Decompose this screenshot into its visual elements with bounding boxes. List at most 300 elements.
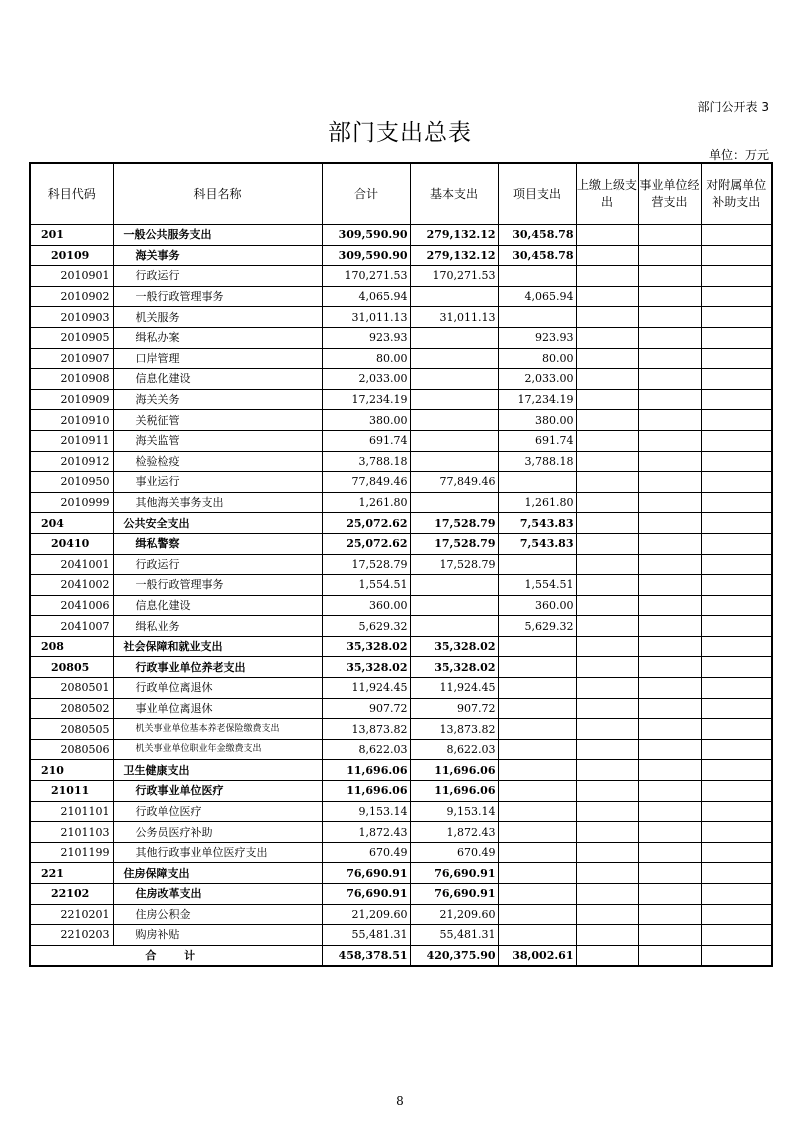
basic-cell: 35,328.02 — [410, 636, 498, 657]
name-cell: 行政单位医疗 — [113, 801, 322, 822]
table-row — [30, 719, 772, 740]
name-cell: 机关事业单位职业年金缴费支出 — [113, 739, 322, 760]
total-cell: 907.72 — [322, 698, 410, 719]
c6-cell — [576, 616, 638, 637]
c6-cell — [576, 719, 638, 740]
c7-cell — [638, 863, 701, 884]
c6-cell — [576, 451, 638, 472]
c8-cell — [701, 554, 772, 575]
c8-cell — [701, 472, 772, 493]
total-cell: 923.93 — [322, 327, 410, 348]
c8-cell — [701, 822, 772, 843]
name-cell: 关税征管 — [113, 410, 322, 431]
c7-cell — [638, 698, 701, 719]
name-cell: 住房公积金 — [113, 904, 322, 925]
total-cell: 31,011.13 — [322, 307, 410, 328]
basic-cell: 55,481.31 — [410, 925, 498, 946]
project-cell — [498, 266, 576, 287]
basic-cell: 13,873.82 — [410, 719, 498, 740]
header-cell: 科目名称 — [113, 163, 322, 225]
table-row — [30, 533, 772, 554]
total-cell: 80.00 — [322, 348, 410, 369]
unit-label: 单位：万元 — [708, 148, 769, 162]
code-cell: 2041002 — [30, 575, 113, 596]
table-row — [30, 801, 772, 822]
c6-cell — [576, 595, 638, 616]
c6-cell — [576, 781, 638, 802]
c8-cell — [701, 760, 772, 781]
project-cell: 7,543.83 — [498, 533, 576, 554]
c7-cell — [638, 842, 701, 863]
project-cell — [498, 904, 576, 925]
basic-cell: 17,528.79 — [410, 533, 498, 554]
table-row — [30, 595, 772, 616]
table-row — [30, 369, 772, 390]
name-cell: 行政事业单位医疗 — [113, 781, 322, 802]
table-row — [30, 739, 772, 760]
total-cell: 8,622.03 — [322, 739, 410, 760]
total-cell: 2,033.00 — [322, 369, 410, 390]
code-cell: 2210201 — [30, 904, 113, 925]
project-cell: 5,629.32 — [498, 616, 576, 637]
c6-cell — [576, 925, 638, 946]
project-cell — [498, 760, 576, 781]
project-cell: 4,065.94 — [498, 286, 576, 307]
table-row — [30, 760, 772, 781]
total-cell: 9,153.14 — [322, 801, 410, 822]
table-row — [30, 410, 772, 431]
table-row — [30, 822, 772, 843]
c7-cell — [638, 533, 701, 554]
total-cell: 21,209.60 — [322, 904, 410, 925]
c7-cell — [638, 286, 701, 307]
c8-cell — [701, 533, 772, 554]
table-row — [30, 513, 772, 534]
c6-cell — [576, 225, 638, 246]
table-row — [30, 492, 772, 513]
code-cell: 2010911 — [30, 430, 113, 451]
total-cell: 170,271.53 — [322, 266, 410, 287]
c6-cell — [576, 822, 638, 843]
total-cell: 77,849.46 — [322, 472, 410, 493]
c8-cell — [701, 904, 772, 925]
c7-cell — [638, 410, 701, 431]
table-row — [30, 389, 772, 410]
basic-cell: 279,132.12 — [410, 245, 498, 266]
project-cell — [498, 636, 576, 657]
c8-cell — [701, 636, 772, 657]
name-cell: 住房保障支出 — [113, 863, 322, 884]
c8-cell — [701, 616, 772, 637]
c6-cell — [576, 492, 638, 513]
c8-cell — [701, 307, 772, 328]
c6-cell — [576, 369, 638, 390]
c8-cell — [701, 884, 772, 905]
c7-cell — [638, 225, 701, 246]
c8-cell — [701, 410, 772, 431]
project-cell: 923.93 — [498, 327, 576, 348]
basic-cell — [410, 595, 498, 616]
basic-cell — [410, 575, 498, 596]
table-row — [30, 616, 772, 637]
c8-cell — [701, 430, 772, 451]
project-cell: 17,234.19 — [498, 389, 576, 410]
c6-cell — [576, 327, 638, 348]
table-row — [30, 286, 772, 307]
name-cell: 海关关务 — [113, 389, 322, 410]
table-row — [30, 863, 772, 884]
code-cell: 2101199 — [30, 842, 113, 863]
header-cell: 科目代码 — [30, 163, 113, 225]
c8-cell — [701, 575, 772, 596]
c8-cell — [701, 348, 772, 369]
total-cell: 35,328.02 — [322, 636, 410, 657]
name-cell: 海关监管 — [113, 430, 322, 451]
basic-cell: 21,209.60 — [410, 904, 498, 925]
name-cell: 一般行政管理事务 — [113, 575, 322, 596]
name-cell: 公务员医疗补助 — [113, 822, 322, 843]
project-cell — [498, 472, 576, 493]
name-cell: 缉私警察 — [113, 533, 322, 554]
total-row — [30, 945, 772, 966]
project-cell: 360.00 — [498, 595, 576, 616]
c6-cell — [576, 430, 638, 451]
table-row — [30, 430, 772, 451]
basic-cell: 11,924.45 — [410, 678, 498, 699]
header-cell: 上缴上级支出 — [576, 163, 638, 225]
table-row — [30, 348, 772, 369]
name-cell: 公共安全支出 — [113, 513, 322, 534]
c7-cell — [638, 327, 701, 348]
table-row — [30, 225, 772, 246]
code-cell: 2010999 — [30, 492, 113, 513]
basic-cell: 279,132.12 — [410, 225, 498, 246]
name-cell: 住房改革支出 — [113, 884, 322, 905]
code-cell: 2080501 — [30, 678, 113, 699]
code-cell: 2041001 — [30, 554, 113, 575]
name-cell: 缉私业务 — [113, 616, 322, 637]
name-cell: 缉私办案 — [113, 327, 322, 348]
table-row — [30, 842, 772, 863]
c6-cell — [576, 678, 638, 699]
total-cell: 17,234.19 — [322, 389, 410, 410]
table-row — [30, 307, 772, 328]
table-row — [30, 636, 772, 657]
c8-cell — [701, 925, 772, 946]
name-cell: 口岸管理 — [113, 348, 322, 369]
name-cell: 事业运行 — [113, 472, 322, 493]
code-cell: 2010905 — [30, 327, 113, 348]
project-cell — [498, 554, 576, 575]
c8-cell — [701, 327, 772, 348]
total-cell: 380.00 — [322, 410, 410, 431]
project-cell — [498, 781, 576, 802]
c6-cell — [576, 636, 638, 657]
total-cell: 17,528.79 — [322, 554, 410, 575]
project-cell — [498, 719, 576, 740]
c6-cell — [576, 698, 638, 719]
project-cell — [498, 657, 576, 678]
total-cell: 76,690.91 — [322, 863, 410, 884]
project-cell: 1,261.80 — [498, 492, 576, 513]
table-row — [30, 472, 772, 493]
code-cell: 20805 — [30, 657, 113, 678]
basic-cell — [410, 616, 498, 637]
project-cell — [498, 822, 576, 843]
name-cell: 一般行政管理事务 — [113, 286, 322, 307]
total-cell: 670.49 — [322, 842, 410, 863]
basic-cell — [410, 430, 498, 451]
code-cell: 2080502 — [30, 698, 113, 719]
c7-cell — [638, 904, 701, 925]
table-row — [30, 554, 772, 575]
c6-cell — [576, 657, 638, 678]
c7-cell — [638, 657, 701, 678]
c7-cell — [638, 801, 701, 822]
c8-cell — [701, 245, 772, 266]
c7-cell — [638, 636, 701, 657]
c8-cell — [701, 389, 772, 410]
total-cell: 309,590.90 — [322, 245, 410, 266]
c7-cell — [638, 369, 701, 390]
c7-cell — [638, 348, 701, 369]
c6-cell — [576, 554, 638, 575]
total-cell: 11,696.06 — [322, 781, 410, 802]
project-cell: 380.00 — [498, 410, 576, 431]
total-cell: 76,690.91 — [322, 884, 410, 905]
table-row — [30, 884, 772, 905]
code-cell: 2101103 — [30, 822, 113, 843]
basic-cell: 670.49 — [410, 842, 498, 863]
project-cell — [498, 925, 576, 946]
c7-cell — [638, 616, 701, 637]
basic-cell: 31,011.13 — [410, 307, 498, 328]
code-cell: 2210203 — [30, 925, 113, 946]
table-row — [30, 575, 772, 596]
c7-cell — [638, 925, 701, 946]
page-number: 8 — [396, 1094, 404, 1108]
name-cell: 其他海关事务支出 — [113, 492, 322, 513]
table-row — [30, 781, 772, 802]
c6-cell — [576, 410, 638, 431]
code-cell: 22102 — [30, 884, 113, 905]
basic-cell: 17,528.79 — [410, 554, 498, 575]
total-cell: 13,873.82 — [322, 719, 410, 740]
code-cell: 221 — [30, 863, 113, 884]
code-cell: 201 — [30, 225, 113, 246]
c8-cell — [701, 863, 772, 884]
page-title: 部门支出总表 — [328, 120, 472, 146]
c6-cell — [576, 739, 638, 760]
total-project: 38,002.61 — [498, 945, 576, 966]
name-cell: 机关事业单位基本养老保险缴费支出 — [113, 719, 322, 740]
code-cell: 2010907 — [30, 348, 113, 369]
c8-cell — [701, 513, 772, 534]
name-cell: 行政运行 — [113, 266, 322, 287]
project-cell: 30,458.78 — [498, 245, 576, 266]
c6-cell — [576, 884, 638, 905]
code-cell: 210 — [30, 760, 113, 781]
table-row — [30, 245, 772, 266]
total-c8 — [701, 945, 772, 966]
c7-cell — [638, 245, 701, 266]
code-cell: 2010912 — [30, 451, 113, 472]
table-row — [30, 451, 772, 472]
c6-cell — [576, 760, 638, 781]
basic-cell: 11,696.06 — [410, 760, 498, 781]
basic-cell: 76,690.91 — [410, 884, 498, 905]
basic-cell — [410, 369, 498, 390]
code-cell: 2010902 — [30, 286, 113, 307]
c6-cell — [576, 389, 638, 410]
name-cell: 行政单位离退休 — [113, 678, 322, 699]
total-cell: 11,924.45 — [322, 678, 410, 699]
code-cell: 2080506 — [30, 739, 113, 760]
c8-cell — [701, 492, 772, 513]
project-cell: 1,554.51 — [498, 575, 576, 596]
document-tag: 部门公开表 3 — [697, 100, 769, 114]
project-cell: 691.74 — [498, 430, 576, 451]
header-cell: 项目支出 — [498, 163, 576, 225]
c7-cell — [638, 389, 701, 410]
basic-cell: 77,849.46 — [410, 472, 498, 493]
code-cell: 2041006 — [30, 595, 113, 616]
code-cell: 2101101 — [30, 801, 113, 822]
table-row — [30, 657, 772, 678]
basic-cell: 170,271.53 — [410, 266, 498, 287]
header-cell: 合计 — [322, 163, 410, 225]
c8-cell — [701, 286, 772, 307]
basic-cell: 11,696.06 — [410, 781, 498, 802]
header-row — [30, 163, 772, 225]
basic-cell — [410, 327, 498, 348]
c6-cell — [576, 801, 638, 822]
name-cell: 事业单位离退休 — [113, 698, 322, 719]
code-cell: 2010903 — [30, 307, 113, 328]
c7-cell — [638, 266, 701, 287]
table-body — [30, 225, 772, 946]
total-c7 — [638, 945, 701, 966]
c8-cell — [701, 451, 772, 472]
table-row — [30, 266, 772, 287]
c8-cell — [701, 266, 772, 287]
name-cell: 信息化建设 — [113, 595, 322, 616]
code-cell: 20410 — [30, 533, 113, 554]
c8-cell — [701, 678, 772, 699]
basic-cell: 76,690.91 — [410, 863, 498, 884]
project-cell — [498, 842, 576, 863]
c7-cell — [638, 739, 701, 760]
total-cell: 3,788.18 — [322, 451, 410, 472]
code-cell: 2010901 — [30, 266, 113, 287]
c7-cell — [638, 760, 701, 781]
total-cell: 360.00 — [322, 595, 410, 616]
c7-cell — [638, 884, 701, 905]
name-cell: 其他行政事业单位医疗支出 — [113, 842, 322, 863]
c8-cell — [701, 657, 772, 678]
code-cell: 2041007 — [30, 616, 113, 637]
c7-cell — [638, 492, 701, 513]
code-cell: 2080505 — [30, 719, 113, 740]
c6-cell — [576, 513, 638, 534]
c8-cell — [701, 225, 772, 246]
c7-cell — [638, 781, 701, 802]
code-cell: 204 — [30, 513, 113, 534]
c6-cell — [576, 307, 638, 328]
project-cell — [498, 698, 576, 719]
basic-cell: 907.72 — [410, 698, 498, 719]
basic-cell: 9,153.14 — [410, 801, 498, 822]
total-basic: 420,375.90 — [410, 945, 498, 966]
table-row — [30, 327, 772, 348]
c8-cell — [701, 801, 772, 822]
project-cell — [498, 884, 576, 905]
c6-cell — [576, 472, 638, 493]
c7-cell — [638, 554, 701, 575]
project-cell: 7,543.83 — [498, 513, 576, 534]
total-cell: 25,072.62 — [322, 513, 410, 534]
total-c6 — [576, 945, 638, 966]
c6-cell — [576, 348, 638, 369]
project-cell — [498, 801, 576, 822]
basic-cell — [410, 492, 498, 513]
basic-cell: 17,528.79 — [410, 513, 498, 534]
c7-cell — [638, 472, 701, 493]
code-cell: 20109 — [30, 245, 113, 266]
c7-cell — [638, 513, 701, 534]
c6-cell — [576, 575, 638, 596]
c8-cell — [701, 842, 772, 863]
code-cell: 2010910 — [30, 410, 113, 431]
c7-cell — [638, 595, 701, 616]
project-cell — [498, 739, 576, 760]
basic-cell — [410, 389, 498, 410]
c6-cell — [576, 842, 638, 863]
total-cell: 1,554.51 — [322, 575, 410, 596]
expenditure-table — [29, 162, 773, 967]
total-cell: 1,872.43 — [322, 822, 410, 843]
c7-cell — [638, 678, 701, 699]
total-cell: 691.74 — [322, 430, 410, 451]
code-cell: 208 — [30, 636, 113, 657]
basic-cell — [410, 348, 498, 369]
project-cell: 3,788.18 — [498, 451, 576, 472]
name-cell: 社会保障和就业支出 — [113, 636, 322, 657]
c7-cell — [638, 451, 701, 472]
code-cell: 2010950 — [30, 472, 113, 493]
total-cell: 35,328.02 — [322, 657, 410, 678]
total-cell: 4,065.94 — [322, 286, 410, 307]
basic-cell: 8,622.03 — [410, 739, 498, 760]
total-cell: 5,629.32 — [322, 616, 410, 637]
table-row — [30, 678, 772, 699]
total-label: 合 计 — [30, 945, 322, 966]
project-cell: 80.00 — [498, 348, 576, 369]
basic-cell: 1,872.43 — [410, 822, 498, 843]
c6-cell — [576, 245, 638, 266]
name-cell: 海关事务 — [113, 245, 322, 266]
project-cell — [498, 307, 576, 328]
total-sum: 458,378.51 — [322, 945, 410, 966]
total-cell: 11,696.06 — [322, 760, 410, 781]
table-row — [30, 904, 772, 925]
c6-cell — [576, 863, 638, 884]
header-cell: 事业单位经营支出 — [638, 163, 701, 225]
c6-cell — [576, 533, 638, 554]
c6-cell — [576, 266, 638, 287]
code-cell: 2010908 — [30, 369, 113, 390]
header-cell: 基本支出 — [410, 163, 498, 225]
